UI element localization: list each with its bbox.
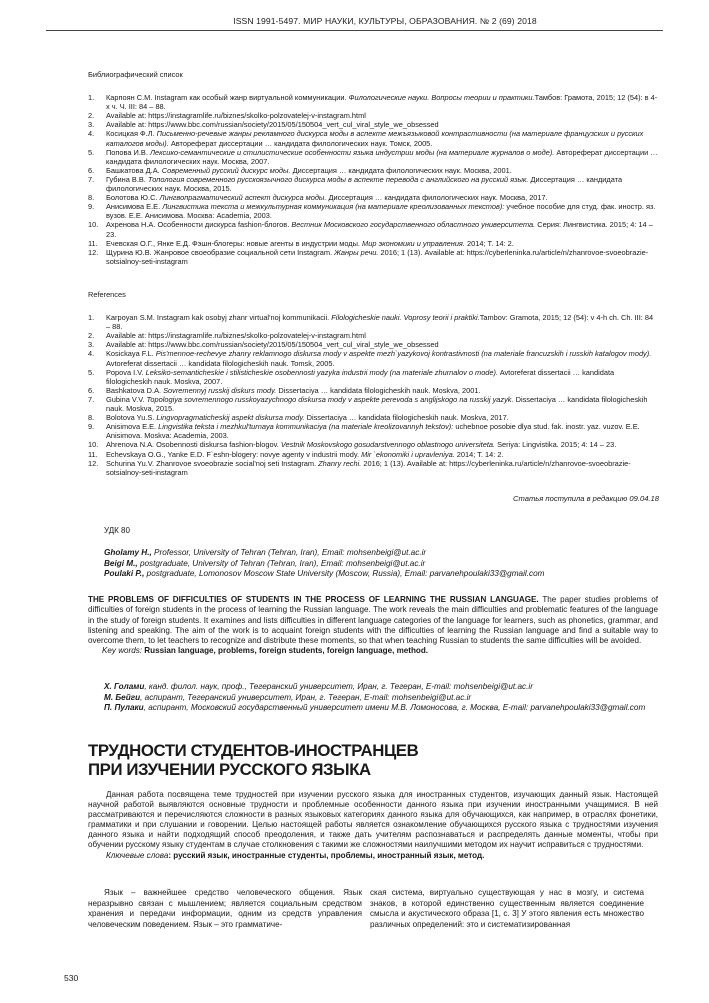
reference-text: Ечевская О.Г., Янке Е.Д. Фэшн-блогеры: новые агенты в индустрии моды. Мир экономики и управления. 2014; Т. 14: 2. <box>106 238 514 248</box>
reference-number: 11. <box>88 238 98 248</box>
reference-item <box>88 331 658 340</box>
received-date: Статья поступила в редакцию 09.04.18 <box>513 494 659 503</box>
reference-item <box>88 193 658 202</box>
reference-item <box>88 248 658 266</box>
author-affiliation: , аспирант, Тегеранский университет, Иран, г. Тегеран, E-mail: mohsenbeigi@ut.ac.ir <box>140 692 472 702</box>
reference-number: 12. <box>88 458 99 468</box>
reference-number: 5. <box>88 147 95 157</box>
abstract-en-title: THE PROBLEMS OF DIFFICULTIES OF STUDENTS IN THE PROCESS OF LEARNING THE RUSSIAN LANGUAGE. <box>88 595 539 604</box>
header-divider <box>46 30 663 31</box>
reference-item <box>88 220 658 238</box>
author-line <box>104 548 659 559</box>
reference-number: 4. <box>88 129 95 139</box>
reference-number: 2. <box>88 331 95 341</box>
abstract-en-body: The paper studies problems of difficulties of foreign students in the process of learning the Russian language. The work reveals the main difficulties and problematic features of the language in the study of foreign students. It examines and lists difficulties in different language categories of the language for learners, such as phonetics, grammar, and listening and speaking. The aim of the work is to acquaint foreign students with the difficulties of learning the Russian language and find a suitable way to overcome them, to let teachers to recognize and distribute these moments, so that when teaching Russian to students the same difficulties will be avoided. <box>88 595 658 646</box>
bibliography-ru <box>88 70 658 266</box>
references-list <box>88 313 658 477</box>
abstract-ru-body: Данная работа посвящена теме трудностей при изучении русского языка для иностранных студентов, изучающих данный язык. Настоящей научной работой выявляются основные трудности и проблемные особенности данного языка при изучении иностранными учащимися. В ней рассматриваются и перечисляются сложности в разных языковых категориях данного языка для обучающихся, как например, в отраслях фонетики, грамматики и при слушании и говорении. Целью настоящей работы является ознакомление обучающихся русского языка с трудностями изучения данного языка и найти подходящий способ преодоления, и также дать учителям распознаваться и распределять данные моменты, чтобы при обучении русскому языку студентам в случае столкновения с такими же сложностями наилучшими методом их научит исправиться с трудностями. <box>88 790 658 850</box>
reference-text: Анисимова Е.Е. Лингвистика текста и межкультурная коммуникация (на материале креолизованных текстов): учебное пособие для студ. фак. иностр. яз. вузов. Е.Е. Анисимова. Москва: Academia, 2003. <box>106 202 656 221</box>
reference-number: 6. <box>88 385 95 395</box>
reference-text: Bolotova Yu.S. Lingvopragmaticheskij aspekt diskursa mody. Dissertaciya … kandidata filologicheskih nauk. Moskva, 2017. <box>106 413 509 423</box>
reference-text: Karpoyan S.M. Instagram kak osobyj zhanr virtual'noj kommunikacii. Filologicheskie nauki. Voprosy teorii i praktiki.Tambov: Gramota, 2015; 12 (54): v 4-h ch. Ch. III: 84 – 88. <box>106 313 654 332</box>
udk-code: УДК 80 <box>104 526 130 535</box>
author-name: Х. Голами <box>104 682 145 691</box>
reference-text: Available at: https://instagramlife.ru/biznes/skolko-polzovatelej-v-instagram.html <box>106 331 366 341</box>
reference-item <box>88 93 658 111</box>
reference-text: Echevskaya O.G., Yanke E.D. F`eshn-blogery: novye agenty v industrii mody. Mir `ekonomiki i upravleniya. 2014; T. 14: 2. <box>106 449 504 459</box>
reference-number: 8. <box>88 193 95 203</box>
reference-text: Ahrenova N.A. Osobennosti diskursa fashion-blogov. Vestnik Moskovskogo gosudarstvennogo oblastnogo universiteta. Seriya: Lingvistika. 2015; 4: 14 – 23. <box>106 440 617 450</box>
reference-text: Available at: https://www.bbc.com/russian/society/2015/05/150504_vert_cul_viral_style_we_obsessed <box>106 120 439 130</box>
author-affiliation: postgraduate, University of Tehran (Tehran, Iran), Email: mohsenbeigi@ut.ac.ir <box>137 558 426 568</box>
reference-item <box>88 202 658 220</box>
reference-number: 10. <box>88 440 99 450</box>
reference-item <box>88 368 658 386</box>
reference-text: Попова И.В. Лексико-семантические и стилистические особенности языка индустрии моды (на материале журналов о моде). Автореферат диссертации … кандидата филологических наук. Москва, 2007. <box>106 147 658 166</box>
abstract-en <box>88 595 658 657</box>
bibliography-title: Библиографический список <box>88 70 183 79</box>
reference-item <box>88 422 658 440</box>
keywords-ru <box>88 851 658 861</box>
article-title-line: ПРИ ИЗУЧЕНИИ РУССКОГО ЯЗЫКА <box>88 759 371 779</box>
reference-item <box>88 313 658 331</box>
author-name: Beigi M., <box>104 558 138 568</box>
author-line <box>104 569 659 580</box>
reference-item <box>88 175 658 193</box>
author-affiliation: postgraduate, Lomonosov Moscow State University (Moscow, Russia), Email: parvanehpoulaki33@gmail.com <box>144 569 545 579</box>
reference-item <box>88 111 658 120</box>
reference-text: Болотова Ю.С. Лингвопрагматический аспект дискурса моды. Диссертация … кандидата филологических наук. Москва, 2017. <box>106 193 548 203</box>
author-line <box>104 703 659 714</box>
author-name: М. Бейги <box>104 692 141 702</box>
reference-item <box>88 148 658 166</box>
reference-number: 3. <box>88 120 95 130</box>
author-name: Poulaki P., <box>104 569 145 579</box>
authors-ru <box>104 682 659 714</box>
keywords-list: : русский язык, иностранные студенты, проблемы, иностранный язык, метод. <box>168 850 485 860</box>
keywords-list: Russian language, problems, foreign students, foreign language, method. <box>144 646 429 656</box>
reference-text: Губина В.В. Топология современного русскоязычного дискурса моды в аспекте перевода с английского на русский язык. Диссертация … кандидата филологических наук. Москва, 2015. <box>106 174 623 194</box>
abstract-ru <box>88 790 658 861</box>
reference-text: Available at: https://instagramlife.ru/biznes/skolko-polzovatelej-v-instagram.html <box>106 111 366 121</box>
journal-header: ISSN 1991-5497. МИР НАУКИ, КУЛЬТУРЫ, ОБРАЗОВАНИЯ. № 2 (69) 2018 <box>233 16 537 26</box>
reference-text: Башкатова Д.А. Современный русский дискурс моды. Диссертация … кандидата филологических наук. Москва, 2001. <box>106 165 512 175</box>
author-affiliation: , аспирант, Московский государственный университет имени М.В. Ломоносова, г. Москва, E-mail: parvanehpoulaki33@gmail.com <box>143 703 646 713</box>
references-title: References <box>88 290 126 299</box>
reference-text: Anisimova E.E. Lingvistika teksta i mezhkul'turnaya kommunikaciya (na materiale kreolizovannyh tekstov): uchebnoe posobie dlya stud. fak. inostr. yaz. vuzov. E.E. Anisimova. Moskva: Academia, 2003. <box>106 422 640 441</box>
reference-item <box>88 413 658 422</box>
reference-text: Карпоян С.М. Instagram как особый жанр виртуальной коммуникации. Филологические науки. Вопросы теории и практики.Тамбов: Грамота, 2015; 12 (54): в 4-х ч. Ч. III: 84 – 88. <box>106 93 658 112</box>
reference-number: 1. <box>88 93 95 103</box>
reference-number: 5. <box>88 367 95 377</box>
reference-text: Gubina V.V. Topologiya sovremennogo russkoyazychnogo diskursa mody v aspekte perevoda s anglijskogo na russkij yazyk. Dissertaciya … kandidata filologicheskih nauk. Moskva, 2015. <box>106 394 648 414</box>
body-column-left: Язык – важнейшее средство человеческого общения. Язык неразрывно связан с мышлением; является социальным средством хранения и передачи информации, одним из средств управления человеческим поведением. Язык – это грамматиче- <box>88 888 362 929</box>
article-title <box>88 742 648 779</box>
author-affiliation: Professor, University of Tehran (Tehran, Iran), Email: mohsenbeigi@ut.ac.ir <box>151 548 427 557</box>
reference-item <box>88 239 658 248</box>
reference-number: 7. <box>88 394 95 404</box>
reference-item <box>88 386 658 395</box>
reference-number: 1. <box>88 313 95 323</box>
reference-text: Kosickaya F.L. Pis'mennoe-rechevye zhanry reklamnogo diskursa mody v aspekte mezh`yazykovoj kontrastivnosti (na materiale francuzskih i russkih katalogov mody). Avtoreferat dissertacii … kandidata filologicheskih nauk. Tomsk, 2005. <box>106 349 652 368</box>
author-affiliation: , канд. филол. наук, проф., Тегеранский университет, Иран, г. Тегеран, E-mail: mohsenbeigi@ut.ac.ir <box>144 682 533 691</box>
reference-number: 4. <box>88 349 95 359</box>
author-line <box>104 693 659 704</box>
reference-item <box>88 340 658 349</box>
reference-text: Schurina Yu.V. Zhanrovoe svoeobrazie social'noj seti Instagram. Zhanry rechi. 2016; 1 (13). Available at: https://cyberleninka.ru/article/n/zhanrovoe-svoeobrazie-sotsialnoy-seti-instagram <box>106 458 631 477</box>
article-title-line: ТРУДНОСТИ СТУДЕНТОВ-ИНОСТРАНЦЕВ <box>88 741 419 760</box>
reference-item <box>88 450 658 459</box>
reference-number: 9. <box>88 422 95 432</box>
reference-number: 7. <box>88 174 95 184</box>
reference-text: Popova I.V. Leksiko-semanticheskie i stilisticheskie osobennosti yazyka industrii mody (na materiale zhurnalov o mode). Avtoreferat dissertacii … kandidata filologicheskih nauk. Moskva, 2007. <box>106 367 615 386</box>
reference-item <box>88 440 658 449</box>
author-name: П. Пулаки <box>104 703 144 713</box>
reference-number: 10. <box>88 220 99 230</box>
reference-number: 11. <box>88 449 98 459</box>
reference-text: Bashkatova D.A. Sovremennyj russkij diskurs mody. Dissertaciya … kandidata filologicheskih nauk. Moskva, 2001. <box>106 385 481 395</box>
reference-item <box>88 120 658 129</box>
author-name: Gholamy H., <box>104 548 152 557</box>
keywords-label: Ключевые слова <box>106 850 169 860</box>
reference-text: Косицкая Ф.Л. Письменно-речевые жанры рекламного дискурса моды в аспекте межъязыковой контрастивности (на материале французских и русских каталогов моды). Автореферат диссертации … кандидата филологических наук. Томск, 2005. <box>106 129 644 148</box>
keywords-label: Key words: <box>102 646 145 656</box>
author-line <box>104 682 659 693</box>
author-line <box>104 559 659 570</box>
reference-text: Ахренова Н.А. Особенности дискурса fashion-блогов. Вестник Московского государственного областного университета. Серия: Лингвистика. 2015; 4: 14 – 23. <box>106 220 653 239</box>
reference-item <box>88 349 658 367</box>
reference-item <box>88 166 658 175</box>
reference-item <box>88 395 658 413</box>
reference-number: 3. <box>88 340 95 350</box>
reference-number: 8. <box>88 413 95 423</box>
authors-en <box>104 548 659 580</box>
keywords-en <box>88 646 658 656</box>
reference-number: 6. <box>88 165 95 175</box>
reference-item <box>88 459 658 477</box>
reference-number: 9. <box>88 202 95 212</box>
reference-number: 12. <box>88 247 99 257</box>
bibliography-list <box>88 93 658 266</box>
reference-text: Available at: https://www.bbc.com/russian/society/2015/05/150504_vert_cul_viral_style_we_obsessed <box>106 340 439 350</box>
reference-text: Щурина Ю.В. Жанровое своеобразие социальной сети Instagram. Жанры речи. 2016; 1 (13). Available at: https://cyberleninka.ru/article/n/zhanrovoe-svoeobrazie-sotsialnoy-seti-instagram <box>106 247 649 266</box>
references-en <box>88 290 658 477</box>
reference-item <box>88 129 658 147</box>
reference-number: 2. <box>88 111 95 121</box>
page-number: 530 <box>64 973 79 983</box>
body-column-right: ская система, виртуально существующая у нас в мозгу, и система знаков, в которой единственно существенным является соединение смысла и акустического образа [1, с. 3] У этого явления есть множество различных определений: это и систематизированная <box>370 888 644 929</box>
